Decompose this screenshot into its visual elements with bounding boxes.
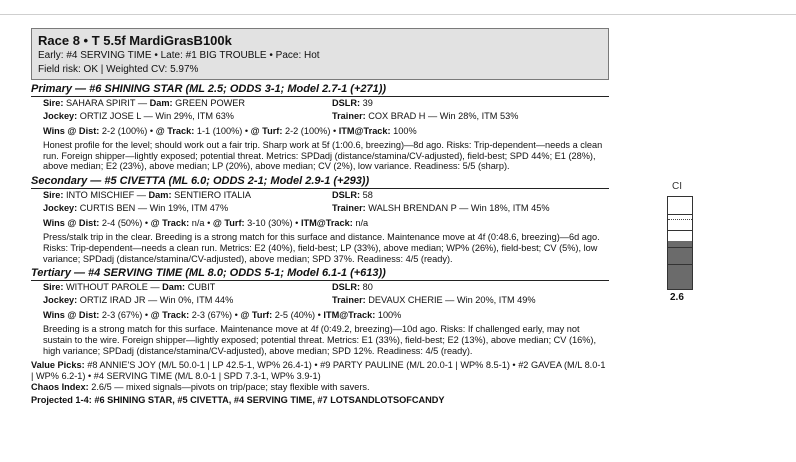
sire-value: WITHOUT PAROLE bbox=[66, 282, 148, 293]
dam-value: GREEN POWER bbox=[175, 98, 246, 108]
wins-dist-label: Wins @ Dist: bbox=[43, 126, 100, 136]
connections-row bbox=[31, 201, 609, 215]
primary-pick bbox=[31, 83, 609, 172]
ci-label: CI bbox=[672, 181, 682, 192]
secondary-narrative: Press/stalk trip in the clear. Breeding is a strong match for this surface and distance. Maintenance move at 4f (0:48.6, breezing)—6d ago. Risks: Trip-dependent—needs a clean run. Metrics: E2 (40%), field-best; LP (33%), above median; WP% (26%), field-best; CV (5%), low variance; SPDadj (distance/stamina/CV-adjusted), above median; SPD 37%. Readiness: 4/5 (ready). bbox=[43, 232, 600, 264]
wins-turf-label: @ Turf: bbox=[240, 310, 273, 321]
tertiary-heading: Tertiary — #4 SERVING TIME (ML 8.0; ODDS 5-1; Model 6.1-1 (+613)) bbox=[31, 267, 609, 281]
ci-gauge-tick bbox=[668, 230, 692, 231]
secondary-pick bbox=[31, 175, 609, 264]
itm-track-label: ITM@Track: bbox=[323, 310, 376, 321]
win-stats-row: Wins @ Dist: 2-3 (67%) • @ Track: 2-3 (67%) • @ Turf: 2-5 (40%) • ITM@Track: 100% bbox=[43, 310, 402, 321]
connections-row bbox=[31, 293, 609, 307]
tertiary-narrative: Breeding is a strong match for this surface. Maintenance move at 4f (0:49.2, breezing)—10d ago. Risks: If challenged early, may not sustain to the wire. Foreign shipper—lightly exposed; potential threat. Metrics: E1 (33%), field-best; E2 (13%), above median; CV (16%), high variance; SPDadj (distance/stamina/CV-adjusted), above median; SPD 12%. Readiness: 4/5 (ready). bbox=[43, 324, 597, 356]
dam-label: Dam: bbox=[149, 98, 173, 108]
race-title: Race 8 • T 5.5f MardiGrasB100k bbox=[38, 33, 232, 48]
wins-turf-value: 3-10 (30%) bbox=[247, 218, 293, 229]
value-picks-label: Value Picks: bbox=[31, 360, 85, 371]
ci-gauge-tick bbox=[668, 264, 692, 265]
dslr-value: 58 bbox=[362, 190, 373, 201]
trainer-label: Trainer: bbox=[332, 295, 366, 306]
race-header bbox=[31, 28, 609, 80]
pedigree-row: Sire: INTO MISCHIEF — Dam: SENTIERO ITALIA DSLR: 58 bbox=[43, 190, 373, 201]
wins-track-value: 2-3 (67%) bbox=[191, 310, 233, 321]
ci-gauge-fill bbox=[668, 241, 692, 289]
wins-track-value: 1-1 (100%) bbox=[196, 126, 243, 136]
value-picks bbox=[31, 360, 609, 381]
page-top-rule bbox=[0, 14, 796, 15]
jockey-label: Jockey: bbox=[43, 203, 78, 214]
sire-label: Sire: bbox=[43, 98, 64, 108]
tertiary-pick bbox=[31, 267, 609, 356]
dslr-label: DSLR: bbox=[332, 282, 361, 293]
jockey-label: Jockey: bbox=[43, 111, 78, 121]
jockey-value: ORTIZ IRAD JR — Win 0%, ITM 44% bbox=[79, 295, 234, 306]
jockey-value: ORTIZ JOSE L — Win 29%, ITM 63% bbox=[79, 111, 234, 121]
wins-turf-value: 2-5 (40%) bbox=[274, 310, 316, 321]
jockey-value: CURTIS BEN — Win 19%, ITM 47% bbox=[79, 203, 229, 214]
wins-track-label: @ Track: bbox=[155, 126, 195, 136]
wins-track-label: @ Track: bbox=[150, 218, 190, 229]
pace-summary: Early: #4 SERVING TIME • Late: #1 BIG TROUBLE • Pace: Hot bbox=[38, 50, 320, 61]
sire-value: INTO MISCHIEF bbox=[66, 190, 135, 201]
dslr-label: DSLR: bbox=[332, 98, 361, 108]
projected-order bbox=[31, 395, 609, 406]
dam-value: SENTIERO ITALIA bbox=[174, 190, 251, 201]
chaos-index-text: 2.6/5 — mixed signals—pivots on trip/pace; stay flexible with savers. bbox=[91, 381, 370, 392]
chaos-index-label: Chaos Index: bbox=[31, 381, 89, 392]
dslr-value: 39 bbox=[362, 98, 373, 108]
secondary-heading: Secondary — #5 CIVETTA (ML 6.0; ODDS 2-1; Model 2.9-1 (+293)) bbox=[31, 175, 609, 189]
dam-label: Dam: bbox=[148, 190, 172, 201]
trainer-value: DEVAUX CHERIE — Win 20%, ITM 49% bbox=[368, 295, 536, 306]
wins-turf-label: @ Turf: bbox=[212, 218, 245, 229]
ci-value: 2.6 bbox=[670, 292, 684, 303]
itm-track-value: n/a bbox=[355, 218, 369, 229]
sire-value: SAHARA SPIRIT bbox=[66, 98, 136, 108]
itm-track-value: 100% bbox=[377, 310, 402, 321]
wins-turf-value: 2-2 (100%) bbox=[284, 126, 331, 136]
ci-gauge bbox=[667, 196, 693, 290]
dslr-value: 80 bbox=[362, 282, 373, 293]
wins-dist-label: Wins @ Dist: bbox=[43, 310, 100, 321]
wins-turf-label: @ Turf: bbox=[250, 126, 283, 136]
projected-text: #6 SHINING STAR, #5 CIVETTA, #4 SERVING TIME, #7 LOTSANDLOTSOFCANDY bbox=[94, 395, 445, 406]
trainer-value: WALSH BRENDAN P — Win 18%, ITM 45% bbox=[368, 203, 550, 214]
field-risk: Field risk: OK | Weighted CV: 5.97% bbox=[38, 64, 199, 75]
ci-gauge-tick bbox=[668, 247, 692, 248]
pedigree-row: Sire: SAHARA SPIRIT — Dam: GREEN POWER DSLR: 39 bbox=[43, 98, 373, 108]
primary-narrative: Honest profile for the level; should work out a fair trip. Sharp work at 5f (1:00.6, breezing)—8d ago. Risks: Trip-dependent—needs a clean run. Foreign shipper—lightly exposed; potential threat. Metrics: SPDadj (distance/stamina/CV-adjusted), field-best; SPD 44%; E1 (28%), above median; E2 (23%), above median; LP (20%), above median; CV (2%), low variance. Readiness: 5/5 (sharp). bbox=[43, 140, 603, 172]
value-picks-text: #8 ANNIE'S JOY (M/L 50.0-1 | LP 42.5-1, WP% 26.4-1) • #9 PARTY PAULINE (M/L 20.0-1 | WP% 8.5-1) • #2 GAVEA (M/L 8.0-1 | WP% 6.2-1) • #4 SERVING TIME (M/L 8.0-1 | SPD 7.3-1, WP% 3.9-1) bbox=[31, 360, 606, 382]
itm-track-value: 100% bbox=[393, 126, 417, 136]
trainer-value: COX BRAD H — Win 28%, ITM 53% bbox=[368, 111, 519, 121]
chaos-index bbox=[31, 382, 609, 393]
win-stats-row: Wins @ Dist: 2-2 (100%) • @ Track: 1-1 (100%) • @ Turf: 2-2 (100%) • ITM@Track: 100% bbox=[43, 126, 417, 136]
wins-dist-value: 2-3 (67%) bbox=[101, 310, 143, 321]
sire-label: Sire: bbox=[43, 282, 64, 293]
jockey-label: Jockey: bbox=[43, 295, 78, 306]
itm-track-label: ITM@Track: bbox=[300, 218, 353, 229]
ci-gauge-dotted-line bbox=[668, 219, 692, 220]
connections-row bbox=[31, 109, 609, 123]
dam-label: Dam: bbox=[162, 282, 186, 293]
wins-dist-value: 2-2 (100%) bbox=[101, 126, 148, 136]
primary-heading: Primary — #6 SHINING STAR (ML 2.5; ODDS 3-1; Model 2.7-1 (+271)) bbox=[31, 83, 609, 97]
itm-track-label: ITM@Track: bbox=[338, 126, 391, 136]
win-stats-row: Wins @ Dist: 2-4 (50%) • @ Track: n/a • @ Turf: 3-10 (30%) • ITM@Track: n/a bbox=[43, 218, 369, 229]
dslr-label: DSLR: bbox=[332, 190, 361, 201]
projected-label: Projected 1-4: bbox=[31, 395, 92, 406]
wins-track-value: n/a bbox=[191, 218, 205, 229]
ci-gauge-tick bbox=[668, 214, 692, 215]
wins-dist-value: 2-4 (50%) bbox=[101, 218, 143, 229]
wins-dist-label: Wins @ Dist: bbox=[43, 218, 100, 229]
race-card bbox=[31, 28, 609, 406]
wins-track-label: @ Track: bbox=[150, 310, 190, 321]
dam-value: CUBIT bbox=[187, 282, 216, 293]
pedigree-row: Sire: WITHOUT PAROLE — Dam: CUBIT DSLR: 80 bbox=[43, 282, 373, 293]
sire-label: Sire: bbox=[43, 190, 64, 201]
trainer-label: Trainer: bbox=[332, 203, 366, 214]
trainer-label: Trainer: bbox=[332, 111, 366, 121]
